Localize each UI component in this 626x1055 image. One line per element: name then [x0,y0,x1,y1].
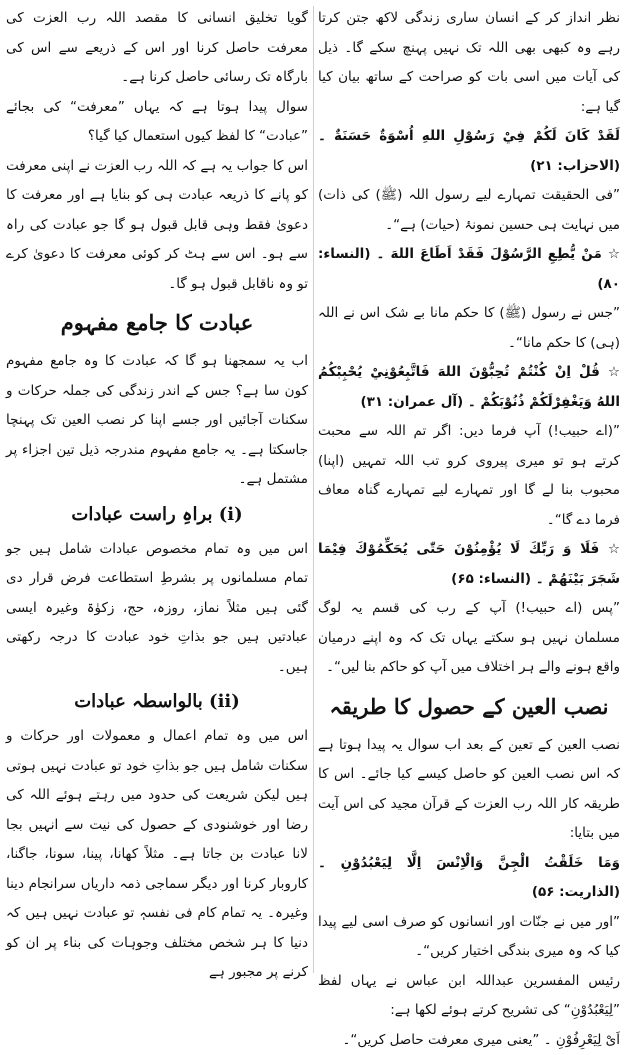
column-divider [313,6,314,973]
paragraph-purpose: گویا تخلیق انسانی کا مقصد اللہ رب العزت کی معرفت حاصل کرنا اور اس کے ذریعے سے اس کی بارگاہ تک رسائی حاصل کرنا ہے۔ [6,4,308,93]
paragraph-intro: نظر انداز کر کے انسان ساری زندگی لاکھ جتن کرتا رہے وہ کبھی بھی اللہ تک نہیں پہنچ سکے گا۔ ذیل کی آیات میں اسی بات کو صراحت کے ساتھ بیان کیا گیا ہے: [318,4,620,122]
paragraph-question: سوال پیدا ہوتا ہے کہ یہاں ”معرفت“ کی بجائے ”عبادت“ کا لفظ کیوں استعمال کیا گیا؟ [6,93,308,152]
verse-dhariyat: وَمَا خَلَقْتُ الْجِنَّ وَالْاِنْسَ اِلَّا لِيَعْبُدُوْنِ ۔ (الذاریت: ۵۶) [318,849,620,908]
verse-ahzab: لَقَدْ كَانَ لَكُمْ فِيْ رَسُوْلِ اللهِ اُسْوَةٌ حَسَنَةٌ ۔ (الاحزاب: ۲۱) [318,122,620,181]
verse-al-imran: ☆ قُلْ اِنْ كُنْتُمْ تُحِبُّوْنَ اللهَ فَاتَّبِعُوْنِيْ يُحْبِبْكُمُ اللهُ وَيَغْفِرْلَكُمْ ذُنُوْبَكُمْ ۔ (آل عمران: ۳۱) [318,358,620,417]
left-column [6,4,308,979]
paragraph-indirect-worship: اس میں وہ تمام اعمال و معمولات اور حرکات و سکنات شامل ہیں جو بذاتِ خود تو عبادت نہیں ہوتی ہیں لیکن شریعت کی حدود میں رہتے ہوئے اللہ کی رضا اور خوشنودی کے حصول کی نیت سے انہیں بجا لانا عبادت بن جاتا ہے۔ مثلاً کھانا، پینا، سونا، جاگنا، کاروبار کرنا اور دیگر سماجی ذمہ داریاں سرانجام دینا وغیرہ۔ یہ تمام کام فی نفسہٖ تو عبادت نہیں ہیں کہ دنیا کا ہر شخص مختلف وجوہات کی بناء پر ان کو کرنے پر مجبور ہے [6,722,308,988]
paragraph-method: نصب العین کے تعین کے بعد اب سوال یہ پیدا ہوتا ہے کہ اس نصب العین کو حاصل کیسے کیا جائے۔ اس کا طریقہ کار اللہ رب العزت کے قرآن مجید کی اس آیت میں بتایا: [318,731,620,849]
verse-nisa-80: ☆ مَنْ يُّطِعِ الرَّسُوْلَ فَقَدْ اَطَاعَ اللهَ ۔ (النساء: ۸۰) [318,240,620,299]
translation-nisa-80: ”جس نے رسول (ﷺ) کا حکم مانا بے شک اس نے اللہ (ہی) کا حکم مانا“۔ [318,299,620,358]
section-heading-method: نصب العین کے حصول کا طریقہ [318,687,620,727]
paragraph-ibn-abbas: رئیس المفسرین عبداللہ ابن عباس نے یہاں لفظ ”لِيَعْبُدُوْنِ“ کی تشریح کرتے ہوئے لکھا ہے: [318,967,620,1026]
paragraph-answer: اس کا جواب یہ ہے کہ اللہ رب العزت نے اپنی معرفت کو پانے کا ذریعہ عبادت ہی کو بنایا ہے اور معرفت کا دعویٰ فقط وہی قابل قبول ہو گا جو عبادت کی راہ سے ہو۔ اس سے ہٹ کر کوئی معرفت کا دعویٰ کرے تو وہ ناقابل قبول ہو گا۔ [6,152,308,300]
subheading-direct-worship: (i) براہِ راست عبادات [6,497,308,533]
quote-marifat: اَیْ لِيَعْرِفُوْنِ ۔ ”یعنی میری معرفت حاصل کریں“۔ [318,1026,620,1055]
subheading-indirect-worship: (ii) بالواسطہ عبادات [6,684,308,720]
translation-dhariyat: ”اور میں نے جنّات اور انسانوں کو صرف اسی لیے پیدا کیا کہ وہ میری بندگی اختیار کریں“۔ [318,908,620,967]
translation-ahzab: ”فی الحقیقت تمہارے لیے رسول اللہ (ﷺ) کی ذات) میں نہایت ہی حسین نمونۂ (حیات) ہے“۔ [318,181,620,240]
paragraph-concept: اب یہ سمجھنا ہو گا کہ عبادت کا وہ جامع مفہوم کون سا ہے؟ جس کے اندر زندگی کی جملہ حرکات و سکنات آجائیں اور جسے اپنا کر نصب العین تک پہنچا جاسکتا ہے۔ یہ جامع مفہوم مندرجہ ذیل تین اجزاء پر مشتمل ہے۔ [6,347,308,495]
verse-nisa-65: ☆ فَلَا وَ رَبِّكَ لَا يُؤْمِنُوْنَ حَتّٰى يُحَكِّمُوْكَ فِيْمَا شَجَرَ بَيْنَهُمْ ۔ (النساء: ۶۵) [318,535,620,594]
section-heading-concept: عبادت کا جامع مفہوم [6,303,308,343]
paragraph-direct-worship: اس میں وہ تمام مخصوص عبادات شامل ہیں جو تمام مسلمانوں پر بشرطِ استطاعت فرض قرار دی گئی ہیں مثلاً نماز، روزہ، حج، زکوٰۃ وغیرہ ایسی عبادتیں ہیں جو بذاتِ خود عبادت کا درجہ رکھتی ہیں۔ [6,535,308,683]
translation-al-imran: ”(اے حبیب!) آپ فرما دیں: اگر تم اللہ سے محبت کرتے ہو تو میری پیروی کرو تب اللہ تمہیں (اپنا) محبوب بنا لے گا اور تمہارے لیے تمہارے گناہ معاف فرما دے گا“۔ [318,417,620,535]
translation-nisa-65: ”پس (اے حبیب!) آپ کے رب کی قسم یہ لوگ مسلمان نہیں ہو سکتے یہاں تک کہ وہ اپنے درمیان واقع ہونے والے ہر اختلاف میں آپ کو حاکم بنا لیں“۔ [318,594,620,683]
right-column [318,4,620,979]
